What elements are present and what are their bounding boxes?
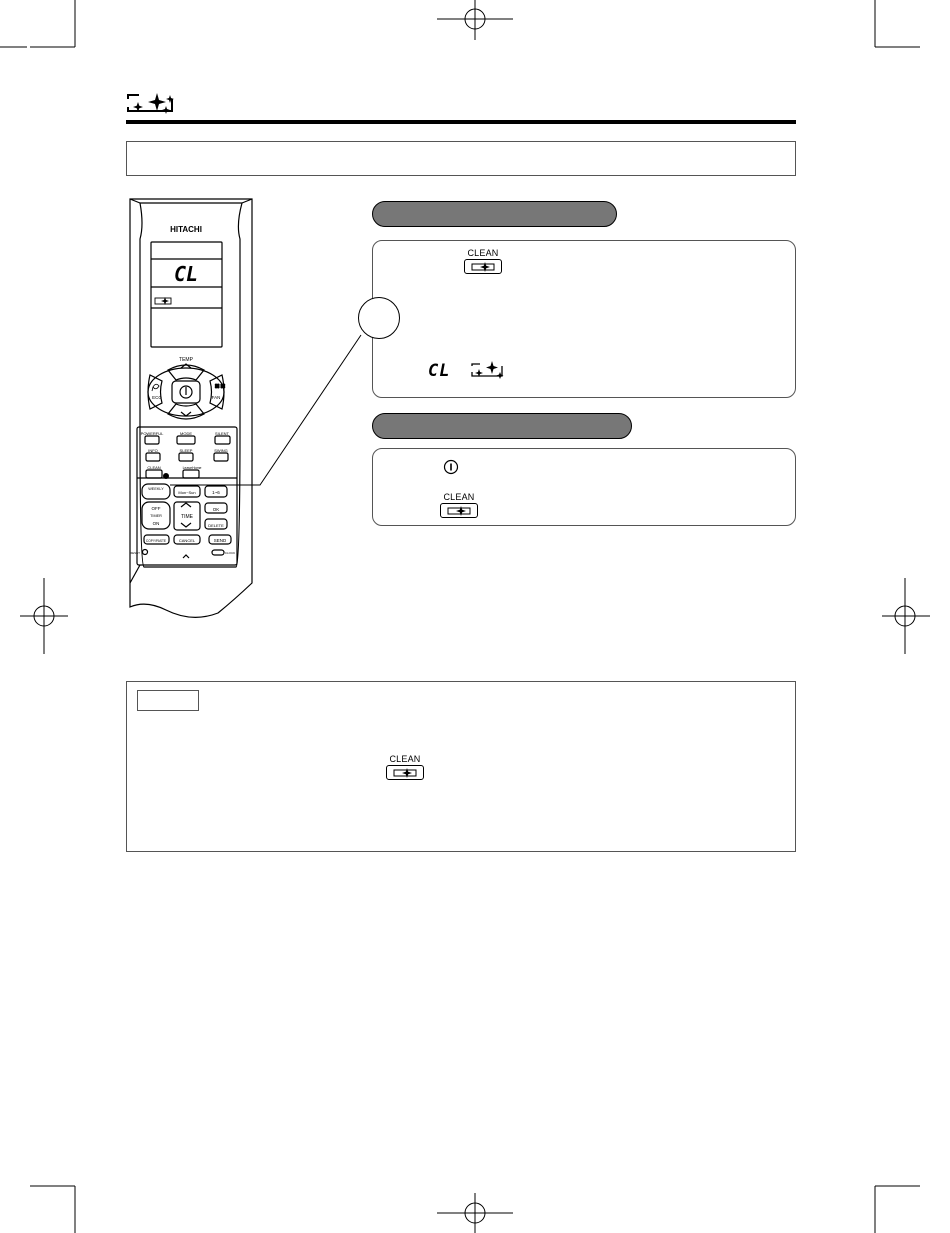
remote-label-sleep: SLEEP	[179, 448, 193, 453]
remote-label-silent: SILENT	[214, 431, 230, 436]
clean-button-label: CLEAN	[443, 492, 475, 502]
clean-button-label: CLEAN	[467, 248, 499, 258]
clean-sparkle-icon	[393, 768, 417, 778]
clean-sparkle-icon	[470, 361, 504, 379]
note-box	[126, 681, 796, 852]
remote-label-delete: DELETE	[208, 523, 224, 528]
remote-label-leavehome: LeaveHome	[182, 466, 202, 470]
remote-label-on: ON	[152, 521, 160, 526]
callout-line	[160, 320, 370, 490]
clean-sparkle-icon	[447, 506, 471, 516]
clean-sparkle-icon	[126, 93, 174, 115]
note-clean-button	[384, 754, 426, 780]
remote-label-1-6: 1~6	[212, 490, 220, 495]
remote-label-swing: SWING	[214, 448, 228, 453]
header-box	[126, 141, 796, 176]
stop-section-header	[372, 413, 632, 439]
start-section-header	[372, 201, 617, 227]
clean-key	[440, 503, 478, 518]
remote-label-ok: OK	[212, 507, 220, 512]
clean-key	[386, 765, 424, 780]
remote-label-copypaste: COPY/PASTE	[145, 539, 167, 543]
remote-temp-label: TEMP	[179, 357, 193, 363]
remote-eco-label: ECO	[152, 395, 162, 400]
remote-label-weekly: WEEKLY	[148, 487, 164, 491]
remote-lcd-code: CL	[173, 262, 199, 286]
remote-fan-label: FAN	[211, 395, 221, 400]
remote-label-time: TIME	[181, 514, 193, 520]
step-circle	[358, 297, 400, 339]
remote-label-send: SEND	[213, 538, 227, 543]
remote-label-cancel: CANCEL	[178, 538, 196, 543]
start-display-code: CL	[428, 361, 451, 381]
stop-panel	[372, 448, 796, 526]
note-tab	[137, 690, 199, 711]
remote-label-info: INFO	[148, 448, 158, 453]
remote-label-reset: RESET	[129, 551, 141, 555]
clean-button-label: CLEAN	[389, 754, 421, 764]
clean-sparkle-icon	[471, 262, 495, 272]
clean-key	[464, 259, 502, 274]
remote-label-clean: CLEAN	[147, 465, 161, 470]
title-rule	[126, 120, 796, 124]
remote-label-clock: CLOCK	[224, 551, 236, 555]
start-clean-button	[462, 248, 504, 274]
power-icon	[443, 459, 459, 475]
stop-clean-button	[438, 492, 480, 518]
remote-label-mode: MODE	[180, 431, 192, 436]
remote-label-monsun: Mon~Sun	[178, 490, 196, 495]
remote-brand: HITACHI	[170, 225, 202, 234]
remote-label-off: OFF	[151, 506, 161, 511]
remote-label-timer: TIMER	[150, 514, 162, 518]
remote-label-powerful: POWERFUL	[140, 431, 164, 436]
